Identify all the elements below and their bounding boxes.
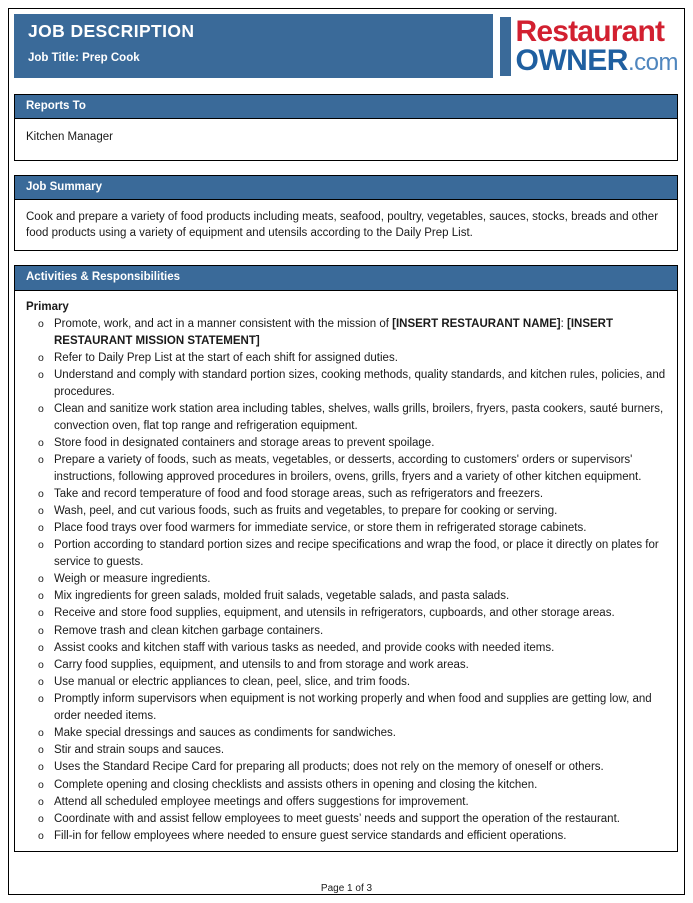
section-header-reports-to: Reports To <box>15 95 677 119</box>
bullet-marker-icon: o <box>38 778 44 791</box>
list-item <box>26 350 666 367</box>
page-footer: Page 1 of 3 <box>320 883 373 894</box>
bullet-marker-icon: o <box>38 744 44 757</box>
section-header-job-summary: Job Summary <box>15 176 677 200</box>
list-item-text: Make special dressings and sauces as condiments for sandwiches. <box>54 727 396 740</box>
list-item <box>26 503 666 520</box>
activities-list <box>26 316 666 845</box>
list-item <box>26 759 666 776</box>
logo-text <box>515 17 678 80</box>
list-item <box>26 742 666 759</box>
list-item <box>26 674 666 691</box>
list-item-text: Clean and sanitize work station area including tables, shelves, walls grills, broilers, fryers, pasta cookers, sauté burners, convection oven, flat top range and refrigeration equipment. <box>54 402 664 432</box>
bullet-marker-icon: o <box>38 624 44 637</box>
restaurant-owner-logo <box>500 14 678 80</box>
bullet-marker-icon: o <box>38 504 44 517</box>
logo-dotcom-word: .com <box>627 49 678 76</box>
subheading-primary: Primary <box>26 300 69 313</box>
list-item-text: Prepare a variety of foods, such as meats, vegetables, or desserts, according to customers' orders or supervisors' instructions, following approved procedures in broilers, ovens, grills, fryers and a variety of other kitchen equipment. <box>54 453 642 483</box>
list-item <box>26 401 666 434</box>
list-item <box>26 691 666 724</box>
list-item <box>26 452 666 485</box>
bullet-marker-icon: o <box>38 641 44 654</box>
job-title-label: Job Title: Prep Cook <box>28 51 140 64</box>
list-item-text: Refer to Daily Prep List at the start of each shift for assigned duties. <box>54 351 398 364</box>
list-item-text: Mix ingredients for green salads, molded fruit salads, vegetable salads, and pasta salads. <box>54 590 510 603</box>
list-item-text: Uses the Standard Recipe Card for preparing all products; does not rely on the memory of oneself or others. <box>54 761 604 774</box>
list-item-text: Use manual or electric appliances to clean, peel, slice, and trim foods. <box>54 676 411 689</box>
list-item-text: Remove trash and clean kitchen garbage containers. <box>54 624 324 637</box>
list-item-text: Carry food supplies, equipment, and utensils to and from storage and work areas. <box>54 658 469 671</box>
bullet-marker-icon: o <box>38 607 44 620</box>
list-item <box>26 435 666 452</box>
bullet-marker-icon: o <box>38 676 44 689</box>
list-item-text: Promote, work, and act in a manner consistent with the mission of [INSERT RESTAURANT NAME]: [INSERT RESTAURANT MISSION STATEMENT] <box>54 317 613 347</box>
list-item <box>26 725 666 742</box>
list-item <box>26 588 666 605</box>
list-item-text: Stir and strain soups and sauces. <box>54 744 225 757</box>
list-item-text: Store food in designated containers and storage areas to prevent spoilage. <box>54 436 435 449</box>
bullet-marker-icon: o <box>38 539 44 552</box>
bullet-marker-icon: o <box>38 795 44 808</box>
page-content <box>8 8 685 895</box>
logo-bar-icon <box>500 17 511 76</box>
list-item-text: Complete opening and closing checklists and assists others in opening and closing the kitchen. <box>54 778 538 791</box>
bullet-marker-icon: o <box>38 573 44 586</box>
list-item <box>26 811 666 828</box>
list-item-text: Promptly inform supervisors when equipment is not working properly and when food and supplies are getting low, and order needed items. <box>54 693 652 722</box>
logo-owner-line <box>515 46 678 80</box>
list-item <box>26 316 666 349</box>
list-item-text: Attend all scheduled employee meetings and offers suggestions for improvement. <box>54 795 469 808</box>
list-item <box>26 657 666 674</box>
bullet-marker-icon: o <box>38 402 44 415</box>
section-reports-to <box>14 94 678 161</box>
page-title: JOB DESCRIPTION <box>28 21 195 41</box>
list-item-text: Portion according to standard portion sizes and recipe specifications and wrap the food, or place it directly on plates for service to guests. <box>54 539 659 568</box>
list-item <box>26 640 666 657</box>
bullet-marker-icon: o <box>38 590 44 603</box>
section-body-reports-to: Kitchen Manager <box>26 131 113 144</box>
logo-owner-word: OWNER <box>515 44 628 77</box>
section-activities-responsibilities <box>14 265 678 852</box>
title-band <box>14 14 493 78</box>
bullet-marker-icon: o <box>38 658 44 671</box>
bullet-marker-icon: o <box>38 727 44 740</box>
bullet-marker-icon: o <box>38 317 44 330</box>
list-item <box>26 623 666 640</box>
section-body-job-summary: Cook and prepare a variety of food products including meats, seafood, poultry, vegetables, sauces, stocks, breads and other food products using a variety of equipment and utensils according to the Daily Prep List. <box>26 210 659 240</box>
document-header <box>14 14 678 80</box>
list-item <box>26 486 666 503</box>
bullet-marker-icon: o <box>38 368 44 381</box>
list-item-text: Fill-in for fellow employees where needed to ensure guest service standards and efficient operations. <box>54 830 567 843</box>
list-item-text: Receive and store food supplies, equipment, and utensils in refrigerators, cupboards, and other storage areas. <box>54 607 615 620</box>
section-header-activities: Activities & Responsibilities <box>15 266 677 290</box>
bullet-marker-icon: o <box>38 351 44 364</box>
bullet-marker-icon: o <box>38 487 44 500</box>
bullet-marker-icon: o <box>38 436 44 449</box>
list-item-text: Assist cooks and kitchen staff with various tasks as needed, and provide cooks with needed items. <box>54 641 555 654</box>
list-item <box>26 367 666 400</box>
section-job-summary <box>14 175 678 252</box>
list-item <box>26 571 666 588</box>
list-item-text: Take and record temperature of food and food storage areas, such as refrigerators and freezers. <box>54 487 544 500</box>
list-item <box>26 520 666 537</box>
list-item <box>26 605 666 622</box>
list-item-text: Understand and comply with standard portion sizes, cooking methods, quality standards, and kitchen rules, policies, and procedures. <box>54 368 666 398</box>
list-item <box>26 537 666 570</box>
bullet-marker-icon: o <box>38 522 44 535</box>
bullet-marker-icon: o <box>38 830 44 843</box>
bullet-marker-icon: o <box>38 761 44 774</box>
list-item <box>26 777 666 794</box>
section-body-activities <box>15 291 677 852</box>
list-item-text: Weigh or measure ingredients. <box>54 573 211 586</box>
bullet-marker-icon: o <box>38 812 44 825</box>
bullet-marker-icon: o <box>38 453 44 466</box>
list-item-text: Coordinate with and assist fellow employees to meet guests’ needs and support the operation of the restaurant. <box>54 812 620 825</box>
list-item-text: Place food trays over food warmers for immediate service, or store them in refrigerated storage cabinets. <box>54 522 587 535</box>
list-item <box>26 828 666 845</box>
list-item-text: Wash, peel, and cut various foods, such as fruits and vegetables, to prepare for cooking or serving. <box>54 504 558 517</box>
list-item <box>26 794 666 811</box>
logo-restaurant-word: Restaurant <box>515 15 665 48</box>
bullet-marker-icon: o <box>38 693 44 706</box>
